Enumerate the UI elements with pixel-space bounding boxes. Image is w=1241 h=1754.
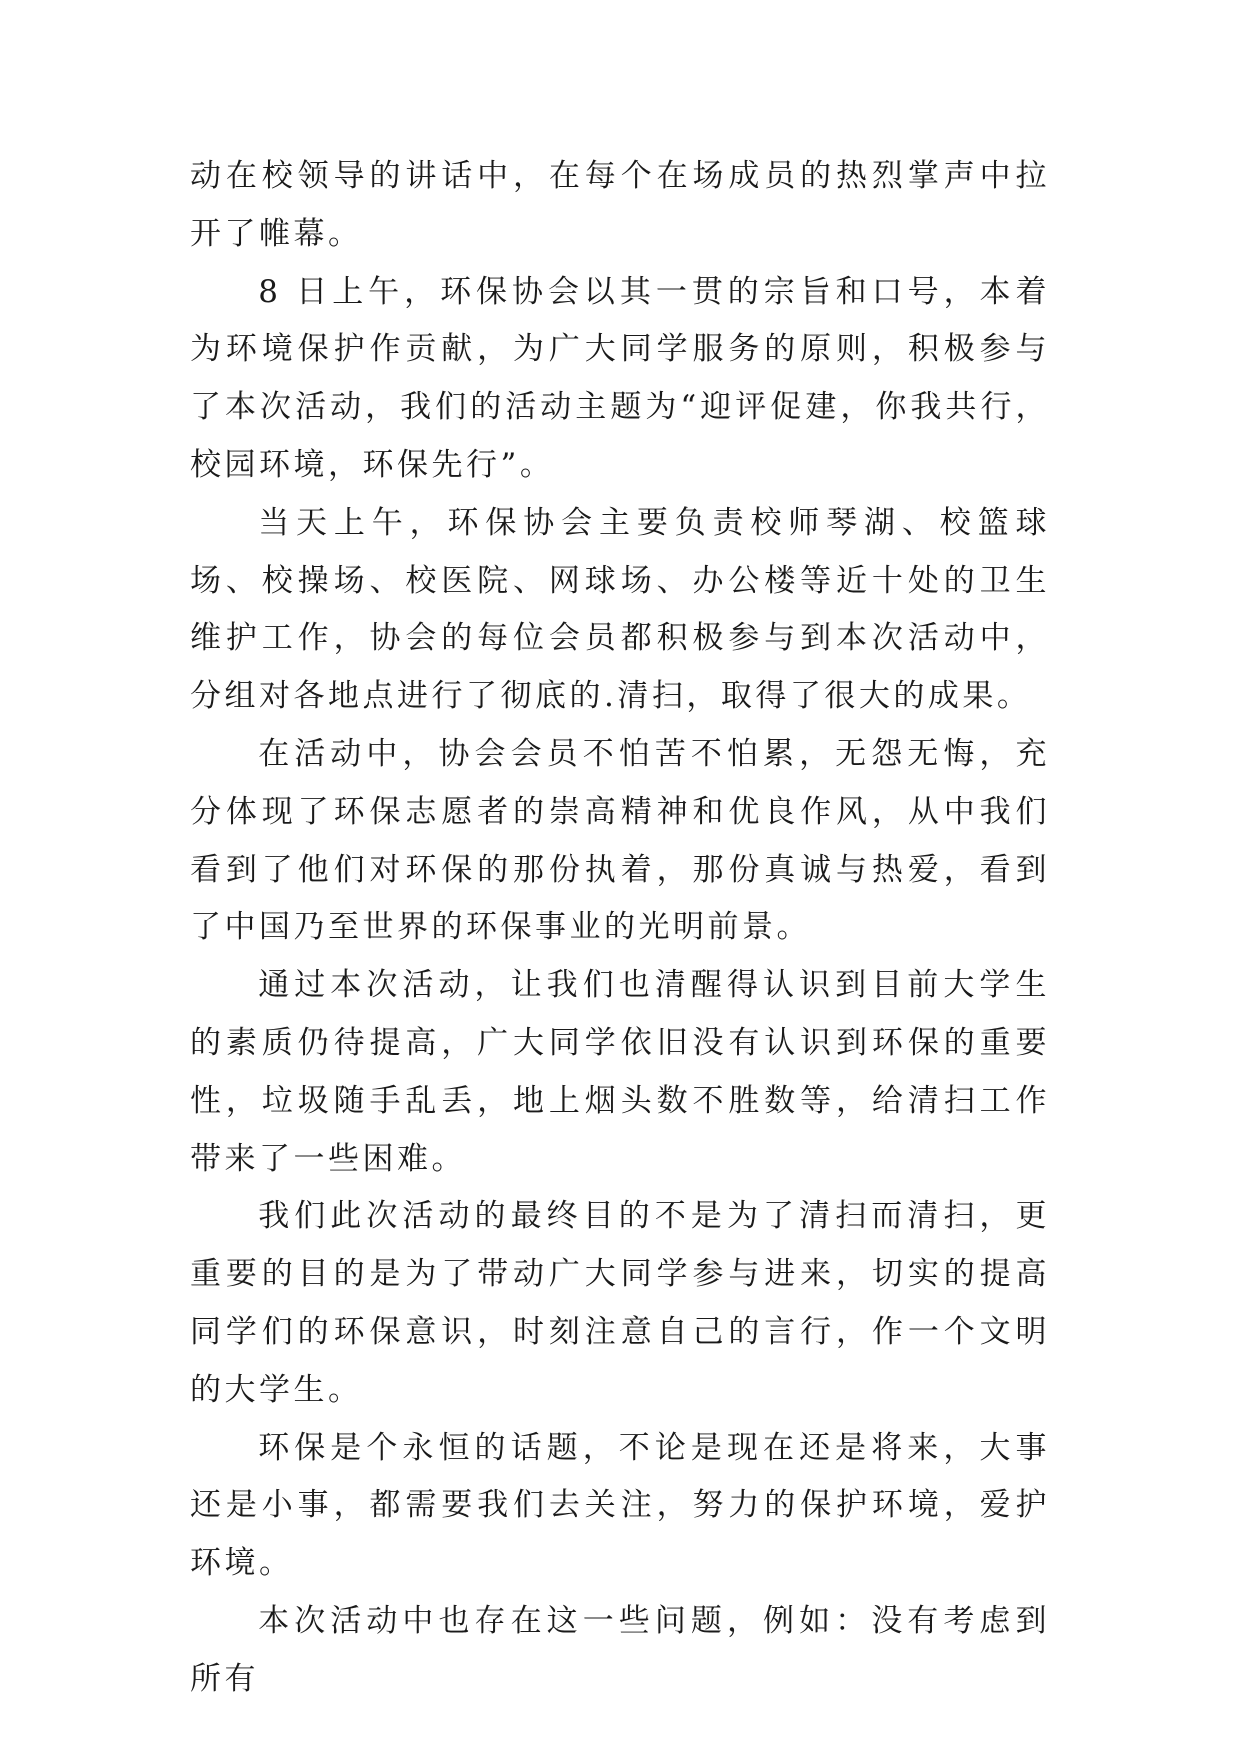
paragraph: 通过本次活动，让我们也清醒得认识到目前大学生的素质仍待提高，广大同学依旧没有认识到环保的重要性，垃圾随手乱丢，地上烟头数不胜数等，给清扫工作带来了一些困难。 [190, 967, 1050, 1177]
paragraph: 8 日上午，环保协会以其一贯的宗旨和口号，本着为环境保护作贡献，为广大同学服务的原则，积极参与了本次活动，我们的活动主题为“迎评促建，你我共行，校园环境，环保先行”。 [190, 273, 1050, 483]
paragraph: 环保是个永恒的话题，不论是现在还是将来，大事还是小事，都需要我们去关注，努力的保护环境，爱护环境。 [190, 1429, 1050, 1582]
paragraph: 在活动中，协会会员不怕苦不怕累，无怨无悔，充分体现了环保志愿者的崇高精神和优良作风，从中我们看到了他们对环保的那份执着，那份真诚与热爱，看到了中国乃至世界的环保事业的光明前景。 [190, 735, 1050, 946]
paragraph: 当天上午，环保协会主要负责校师琴湖、校篮球场、校操场、校医院、网球场、办公楼等近十处的卫生维护工作，协会的每位会员都积极参与到本次活动中，分组对各地点进行了彻底的.清扫，取得了很大的成果。 [190, 504, 1050, 715]
paragraph: 我们此次活动的最终目的不是为了清扫而清扫，更重要的目的是为了带动广大同学参与进来，切实的提高同学们的环保意识，时刻注意自己的言行，作一个文明的大学生。 [190, 1198, 1050, 1408]
paragraph-continuation: 动在校领导的讲话中，在每个在场成员的热烈掌声中拉开了帷幕。 [190, 158, 1050, 252]
paragraph-truncated: 本次活动中也存在这一些问题，例如：没有考虑到所有 [190, 1602, 1050, 1697]
document-body [190, 148, 1050, 1709]
